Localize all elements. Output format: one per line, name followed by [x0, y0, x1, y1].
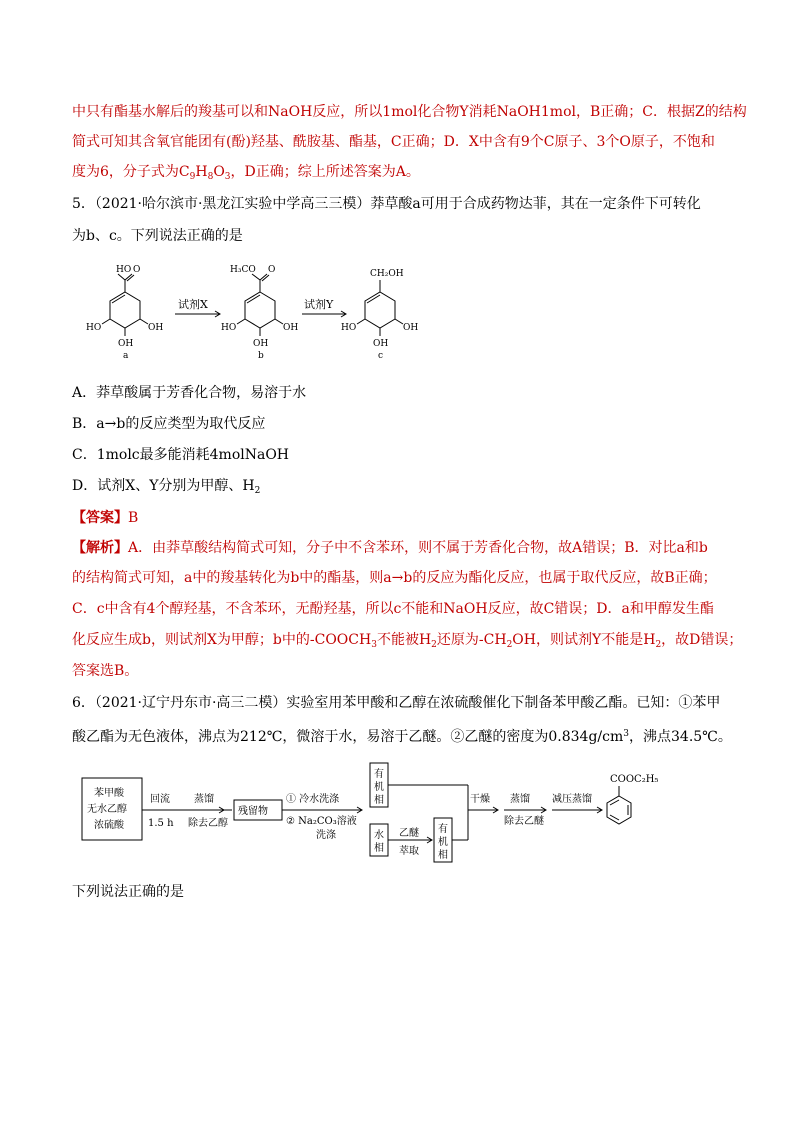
q6-stem-line-1: 6．（2021·辽宁丹东市·高三二模）实验室用苯甲酸和乙醇在浓硫酸催化下制备苯甲酸乙酯。已知：①苯甲 — [72, 695, 721, 711]
aq-char-1: 水 — [374, 830, 384, 841]
b-ho-left: HO — [221, 323, 237, 333]
org2-char-1: 有 — [438, 824, 448, 835]
a-carbonyl-o: O — [133, 265, 141, 275]
step-distill-2: 蒸馏 — [510, 794, 530, 805]
q6-stem-line-2: 酸乙酯为无色液体，沸点为212℃，微溶于水，易溶于乙醚。②乙醚的密度为$0.834g/cm^3$，沸点34.5℃。 — [72, 729, 732, 745]
a-hydroxyl-top: HO — [116, 265, 132, 275]
c-oh-right: OH — [403, 323, 419, 333]
q5-option-a: A．莽草酸属于芳香化合物，易溶于水 — [72, 385, 307, 401]
org1-char-3: 相 — [374, 795, 384, 806]
reagent-sulfuric-acid: 浓硫酸 — [94, 820, 124, 831]
q5-option-c: C．1molc最多能消耗4molNaOH — [72, 447, 290, 463]
q5-answer: 【答案】B — [72, 510, 139, 526]
q5-stem-line-1: 5．（2021·哈尔滨市·黑龙江实验中学高三三模）莽草酸a可用于合成药物达菲，其在一定条件下可转化 — [72, 196, 701, 212]
step-remove-ethanol: 除去乙醇 — [188, 818, 228, 829]
reagent-y-label: 试剂Y — [304, 298, 334, 311]
label-a: a — [123, 351, 129, 361]
b-oh-bottom: OH — [253, 339, 269, 349]
a-oh-bottom: OH — [118, 339, 134, 349]
step-reflux: 回流 — [150, 794, 170, 805]
c-ch2oh: CH₂OH — [370, 269, 404, 279]
step-wash-na2co3: ② Na₂CO₃溶液 — [286, 816, 357, 827]
q5-analysis-line-4: 化反应生成b，则试剂X为甲醇；b中的$-COOCH_3$不能被$H_2$还原为$-CH_2OH$，则试剂Y不能是$H_2$，故D错误； — [72, 632, 743, 650]
prev-explanation-line-2: 简式可知其含氧官能团有(酚)羟基、酰胺基、酯基，C正确；D．X中含有9个C原子、3个O原子，不饱和 — [72, 134, 715, 150]
step-remove-ether: 除去乙醚 — [504, 816, 544, 827]
aq-char-2: 相 — [374, 843, 384, 854]
c-oh-bottom: OH — [373, 339, 389, 349]
b-carbonyl-o: O — [268, 265, 276, 275]
step-ether: 乙醚 — [399, 828, 419, 839]
label-c: c — [378, 351, 384, 361]
org2-char-3: 相 — [438, 850, 448, 861]
org2-char-2: 机 — [438, 837, 448, 848]
q6-flow-diagram — [74, 758, 714, 868]
ring-b — [245, 292, 275, 328]
a-oh-right: OH — [148, 323, 164, 333]
step-wash-cold-water: ① 冷水洗涤 — [286, 794, 340, 805]
q5-stem-line-2: 为b、c。下列说法正确的是 — [72, 228, 243, 244]
q5-option-b: B．a→b的反应类型为取代反应 — [72, 416, 266, 432]
label-b: b — [258, 351, 264, 361]
org1-char-2: 机 — [374, 782, 384, 793]
reagent-benzoic-acid: 苯甲酸 — [94, 788, 124, 799]
step-reflux-time: 1.5 h — [148, 818, 174, 829]
q5-analysis-line-3: C．c中含有4个醇羟基，不含苯环，无酚羟基，所以c不能和NaOH反应，故C错误；D．a和甲醇发生酯 — [72, 601, 714, 617]
product-formula: COOC₂H₅ — [610, 774, 659, 785]
org1-char-1: 有 — [374, 769, 384, 780]
step-vacuum-distill: 减压蒸馏 — [552, 794, 592, 805]
residue-label: 残留物 — [238, 806, 268, 817]
reagent-ethanol: 无水乙醇 — [87, 804, 127, 815]
step-dry: 干燥 — [470, 794, 490, 805]
reagent-x-label: 试剂X — [178, 298, 208, 311]
q6-prompt: 下列说法正确的是 — [72, 884, 184, 900]
ring-c — [365, 292, 395, 328]
b-methoxy: H₃CO — [230, 265, 256, 275]
q5-option-d: D．试剂X、Y分别为甲醇、$H_2$ — [72, 478, 261, 496]
prev-explanation-line-3: 度为6，分子式为$C_9H_8O_3$，D正确；综上所述答案为A。 — [72, 164, 420, 182]
c-ho-left: HO — [341, 323, 357, 333]
a-ho-left: HO — [86, 323, 102, 333]
b-oh-right: OH — [283, 323, 299, 333]
q5-analysis-line-5: 答案选B。 — [72, 663, 139, 679]
q5-analysis-line-2: 的结构简式可知，a中的羧基转化为b中的酯基，则a→b的反应为酯化反应，也属于取代反应，故B正确； — [72, 570, 717, 586]
step-distill: 蒸馏 — [194, 794, 214, 805]
ring-a — [110, 292, 140, 328]
q5-reaction-scheme — [80, 262, 440, 362]
q5-analysis-line-1: 【解析】A．由莽草酸结构简式可知，分子中不含苯环，则不属于芳香化合物，故A错误；B．对比a和b — [72, 540, 708, 556]
step-extract: 萃取 — [399, 846, 419, 857]
prev-explanation-line-1: 中只有酯基水解后的羧基可以和NaOH反应，所以1mol化合物Y消耗NaOH1mol，B正确；C．根据Z的结构 — [72, 104, 747, 120]
step-wash-label: 洗涤 — [316, 830, 336, 841]
